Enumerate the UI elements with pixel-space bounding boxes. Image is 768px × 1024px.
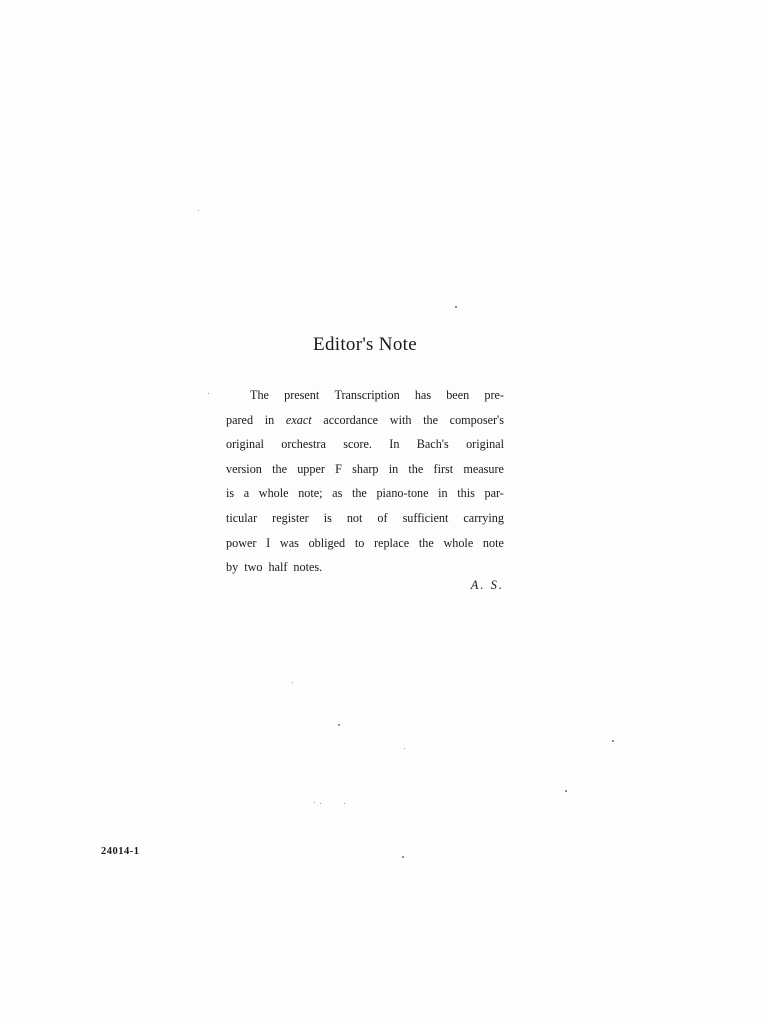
text-word: note; xyxy=(298,486,323,501)
scan-speck xyxy=(565,790,567,792)
text-word: with xyxy=(389,412,412,427)
scan-speck xyxy=(314,802,315,803)
text-word: orchestra xyxy=(281,437,326,452)
text-line xyxy=(226,383,504,408)
text-word: I xyxy=(266,535,271,550)
text-line xyxy=(226,506,504,531)
text-word: version xyxy=(226,461,262,476)
scan-speck xyxy=(402,856,404,858)
text-word: pre- xyxy=(484,388,504,402)
text-word: the xyxy=(408,461,424,476)
scan-speck xyxy=(320,803,321,804)
text-word: sharp xyxy=(352,461,379,476)
text-word: composer's xyxy=(449,412,504,427)
scan-speck xyxy=(198,210,199,211)
text-word: Transcription xyxy=(334,388,400,402)
text-word: as xyxy=(332,486,343,501)
text-word: F xyxy=(335,461,342,476)
text-word: whole xyxy=(443,535,474,550)
text-word: Bach's xyxy=(416,437,449,452)
text-line xyxy=(226,481,504,506)
text-word: the xyxy=(351,486,367,501)
text-word: by xyxy=(226,560,239,575)
text-word: is xyxy=(323,510,332,525)
text-word: In xyxy=(389,437,400,452)
page-title: Editor's Note xyxy=(313,334,417,355)
scan-speck xyxy=(292,682,293,683)
editors-note-body xyxy=(226,383,504,580)
scan-speck xyxy=(455,306,457,308)
text-word: ticular xyxy=(226,510,258,525)
text-word: in xyxy=(264,412,275,427)
signature: A. S. xyxy=(470,578,504,592)
text-word: present xyxy=(284,388,320,402)
text-word: is xyxy=(226,486,235,501)
text-word: upper xyxy=(297,461,325,476)
text-word: first xyxy=(433,461,454,476)
text-word: power xyxy=(226,535,257,550)
scan-speck xyxy=(208,393,209,394)
text-word: measure xyxy=(463,461,504,476)
text-word: whole xyxy=(258,486,289,501)
text-word: original xyxy=(466,437,504,452)
text-word: the xyxy=(418,535,434,550)
text-word: not xyxy=(346,510,363,525)
text-word: has xyxy=(414,388,432,402)
text-word: in xyxy=(388,461,399,476)
text-word: notes. xyxy=(293,560,323,575)
text-word: register xyxy=(272,510,309,525)
plate-number: 24014-1 xyxy=(101,846,140,857)
text-word: half xyxy=(268,560,288,575)
scan-speck xyxy=(338,724,340,726)
text-word: The xyxy=(250,388,269,402)
text-word: a xyxy=(243,486,250,501)
text-word: score. xyxy=(343,437,372,452)
text-line xyxy=(226,432,504,457)
scan-speck xyxy=(344,803,345,804)
text-word: of xyxy=(377,510,388,525)
text-word: replace xyxy=(373,535,410,550)
text-word: original xyxy=(226,437,264,452)
scan-speck xyxy=(612,740,614,742)
text-line xyxy=(226,555,504,580)
text-word: sufficient xyxy=(402,510,449,525)
text-word: was xyxy=(279,535,299,550)
text-word: this xyxy=(457,486,475,501)
scan-speck xyxy=(404,748,405,749)
text-word: note xyxy=(482,535,504,550)
text-word: two xyxy=(244,560,263,575)
text-line xyxy=(226,531,504,556)
text-word: the xyxy=(272,461,287,476)
text-word: to xyxy=(354,535,365,550)
text-word: the xyxy=(423,412,438,427)
text-line xyxy=(226,457,504,482)
text-word: been xyxy=(446,388,470,402)
text-word: accordance xyxy=(323,412,379,427)
text-word: carrying xyxy=(463,510,504,525)
text-word: obliged xyxy=(308,535,346,550)
text-word: exact xyxy=(285,412,312,427)
text-word: par- xyxy=(484,486,504,501)
text-word: piano-tone xyxy=(376,486,429,501)
text-word: pared xyxy=(226,412,254,427)
text-word: in xyxy=(438,486,448,501)
text-line xyxy=(226,408,504,433)
